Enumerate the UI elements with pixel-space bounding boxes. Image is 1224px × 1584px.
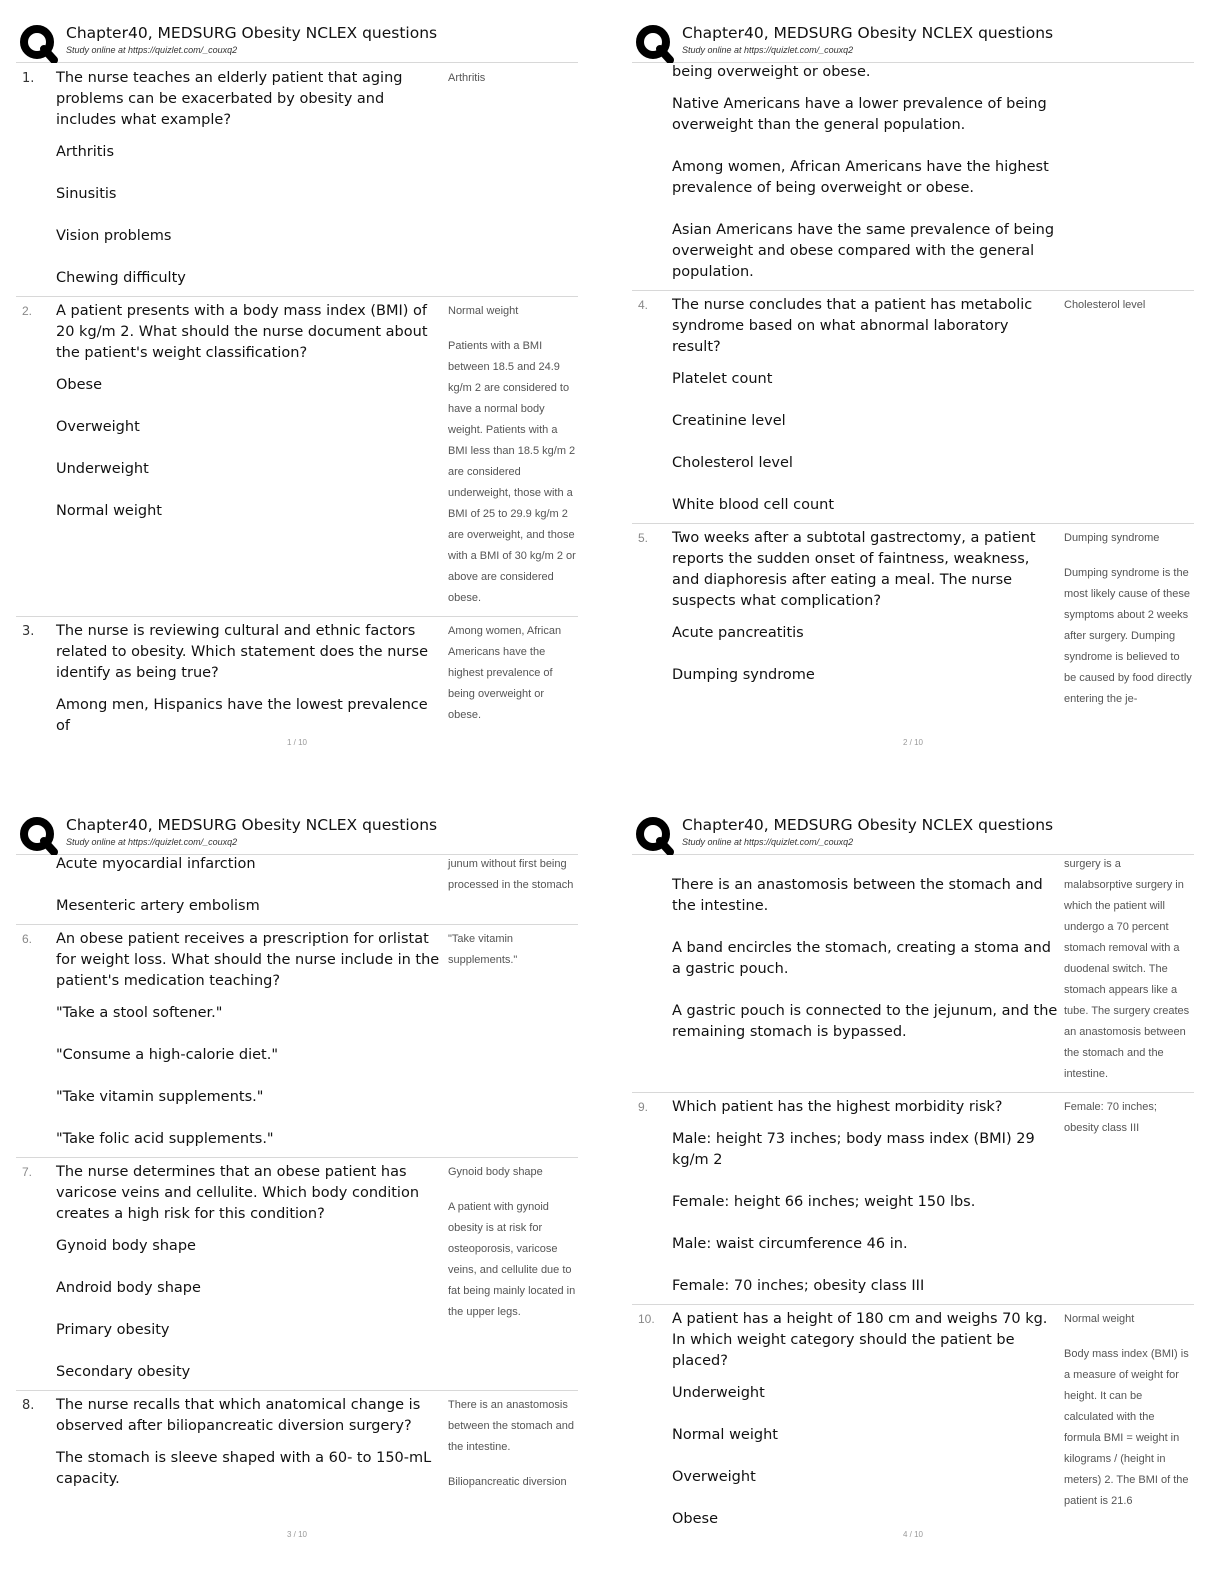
page-2 xyxy=(632,16,1212,786)
header-title: Chapter40, MEDSURG Obesity NCLEX questions xyxy=(66,816,438,834)
quizlet-logo-icon xyxy=(18,815,58,855)
question-9 xyxy=(632,1093,1194,1305)
answer-option: Underweight xyxy=(672,1385,765,1401)
answer-option: White blood cell count xyxy=(672,497,835,513)
question-7 xyxy=(16,1158,578,1391)
question-number: 3. xyxy=(22,624,35,639)
answer-option: Arthritis xyxy=(56,144,115,160)
correct-answer: "Take vitamin supplements." xyxy=(448,933,518,966)
question-10 xyxy=(632,1305,1194,1537)
question-text: An obese patient receives a prescription for orlistat for weight loss. What should the nurse include in the patient's medication teaching? xyxy=(56,931,440,989)
correct-answer: Dumping syndrome xyxy=(1064,532,1160,544)
answer-explanation: junum without first being processed in the stomach xyxy=(448,858,574,891)
answer-option: Platelet count xyxy=(672,371,773,387)
header-study-link[interactable]: Study online at https://quizlet.com/_couxq2 xyxy=(66,837,238,847)
correct-answer: Normal weight xyxy=(1064,1313,1135,1325)
page-number: 3 / 10 xyxy=(286,1530,307,1539)
question-text: Which patient has the highest morbidity risk? xyxy=(672,1099,1003,1115)
answer-option: Overweight xyxy=(672,1469,756,1485)
question-number: 1. xyxy=(22,71,35,86)
answer-option: Cholesterol level xyxy=(672,455,793,471)
answer-option: Secondary obesity xyxy=(56,1364,191,1380)
header-study-link[interactable]: Study online at https://quizlet.com/_couxq2 xyxy=(66,45,238,55)
answer-option: being overweight or obese. xyxy=(672,64,871,80)
question-text: Two weeks after a subtotal gastrectomy, a patient reports the sudden onset of faintness, weakness, and diaphoresis after eating a meal. The nurse suspects what complication? xyxy=(672,530,1036,609)
answer-option: Underweight xyxy=(56,461,149,477)
answer-option: "Consume a high-calorie diet." xyxy=(56,1047,278,1063)
question-text: The nurse concludes that a patient has metabolic syndrome based on what abnormal laboratory result? xyxy=(672,297,1033,355)
page-number: 4 / 10 xyxy=(902,1530,923,1539)
correct-answer: Gynoid body shape xyxy=(448,1166,543,1178)
answer-explanation: Patients with a BMI between 18.5 and 24.9 kg/m 2 are considered to have a normal body weight. Patients with a BMI less than 18.5 kg/m 2 are considered underweight, those with a BMI of 25 to 29.9 kg/m 2 are overweight, and those with a BMI of 30 kg/m 2 or above are considered obese. xyxy=(448,340,576,604)
question-8-continued xyxy=(632,854,1194,1093)
answer-option: Asian Americans have the same prevalence of being overweight and obese compared with the general population. xyxy=(672,222,1055,280)
answer-option: Creatinine level xyxy=(672,413,786,429)
answer-option: A band encircles the stomach, creating a stoma and a gastric pouch. xyxy=(672,940,1052,977)
question-text: A patient has a height of 180 cm and weighs 70 kg. In which weight category should the patient be placed? xyxy=(672,1311,1048,1369)
question-5 xyxy=(632,524,1194,717)
correct-answer: Female: 70 inches; obesity class III xyxy=(1064,1101,1157,1134)
question-number: 6. xyxy=(22,932,33,946)
answer-option: Female: height 66 inches; weight 150 lbs. xyxy=(672,1194,976,1210)
question-3-continued xyxy=(632,62,1194,291)
question-text: The nurse recalls that which anatomical change is observed after biliopancreatic diversion surgery? xyxy=(56,1397,421,1434)
page-header xyxy=(16,16,578,63)
answer-option: Overweight xyxy=(56,419,140,435)
answer-option: Obese xyxy=(56,377,103,393)
answer-option: Primary obesity xyxy=(56,1322,170,1338)
header-title: Chapter40, MEDSURG Obesity NCLEX questions xyxy=(682,24,1054,42)
answer-explanation: A patient with gynoid obesity is at risk for osteoporosis, varicose veins, and cellulite due to fat being mainly located in the upper legs. xyxy=(448,1201,576,1318)
answer-option: Gynoid body shape xyxy=(56,1238,196,1254)
page-number: 2 / 10 xyxy=(902,738,923,747)
header-study-link[interactable]: Study online at https://quizlet.com/_couxq2 xyxy=(682,45,854,55)
answer-option: Normal weight xyxy=(672,1427,778,1443)
quizlet-logo-icon xyxy=(18,23,58,63)
quizlet-logo-icon xyxy=(634,23,674,63)
answer-explanation: Dumping syndrome is the most likely cause of these symptoms about 2 weeks after surgery. Dumping syndrome is believed to be caused by food directly entering the je- xyxy=(1064,567,1192,705)
answer-option: Female: 70 inches; obesity class III xyxy=(672,1278,925,1294)
answer-option: Android body shape xyxy=(56,1280,201,1296)
answer-option: Vision problems xyxy=(56,228,172,244)
question-6 xyxy=(16,925,578,1158)
page-header xyxy=(632,16,1194,63)
answer-option: Among women, African Americans have the highest prevalence of being overweight or obese. xyxy=(672,159,1049,196)
answer-option: Male: waist circumference 46 in. xyxy=(672,1236,908,1252)
answer-option: Normal weight xyxy=(56,503,162,519)
question-text: The nurse determines that an obese patient has varicose veins and cellulite. Which body condition creates a high risk for this condition? xyxy=(56,1164,420,1222)
correct-answer: Arthritis xyxy=(448,72,486,84)
question-number: 10. xyxy=(638,1312,655,1326)
answer-explanation: Biliopancreatic diversion xyxy=(448,1476,567,1488)
answer-option: A gastric pouch is connected to the jejunum, and the remaining stomach is bypassed. xyxy=(672,1003,1058,1040)
question-2 xyxy=(16,297,578,617)
correct-answer: Normal weight xyxy=(448,305,519,317)
page-3 xyxy=(16,808,596,1578)
page-header xyxy=(16,808,578,855)
answer-option: Acute pancreatitis xyxy=(672,625,804,641)
answer-explanation: surgery is a malabsorptive surgery in which the patient will undergo a 70 percent stomach removal with a duodenal switch. The stomach appears like a tube. The surgery creates an anastomosis between the stomach and the intestine. xyxy=(1064,858,1190,1080)
answer-option: Male: height 73 inches; body mass index (BMI) 29 kg/m 2 xyxy=(672,1131,1035,1168)
question-number: 5. xyxy=(638,531,649,545)
answer-option: "Take a stool softener." xyxy=(56,1005,223,1021)
question-8 xyxy=(16,1391,578,1500)
question-number: 9. xyxy=(638,1100,649,1114)
answer-option: Chewing difficulty xyxy=(56,270,186,286)
answer-option: Sinusitis xyxy=(56,186,117,202)
answer-option: Native Americans have a lower prevalence of being overweight than the general population. xyxy=(672,96,1047,133)
question-text: The nurse teaches an elderly patient that aging problems can be exacerbated by obesity and includes what example? xyxy=(56,70,403,128)
header-study-link[interactable]: Study online at https://quizlet.com/_couxq2 xyxy=(682,837,854,847)
question-text: The nurse is reviewing cultural and ethnic factors related to obesity. Which statement does the nurse identify as being true? xyxy=(56,623,429,681)
question-1 xyxy=(16,64,578,297)
answer-option: There is an anastomosis between the stomach and the intestine. xyxy=(672,877,1043,914)
correct-answer: Among women, African Americans have the highest prevalence of being overweight or obese. xyxy=(448,625,562,721)
question-5-continued xyxy=(16,854,578,925)
answer-option: Mesenteric artery embolism xyxy=(56,898,260,914)
question-number: 2. xyxy=(22,304,33,318)
header-title: Chapter40, MEDSURG Obesity NCLEX questions xyxy=(66,24,438,42)
answer-option: Among men, Hispanics have the lowest prevalence of xyxy=(56,697,428,734)
answer-option: The stomach is sleeve shaped with a 60- to 150-mL capacity. xyxy=(56,1450,432,1487)
question-number: 8. xyxy=(22,1398,35,1413)
quizlet-logo-icon xyxy=(634,815,674,855)
question-3 xyxy=(16,617,578,744)
answer-option: Acute myocardial infarction xyxy=(56,856,256,872)
answer-option: "Take folic acid supplements." xyxy=(56,1131,274,1147)
page-header xyxy=(632,808,1194,855)
header-title: Chapter40, MEDSURG Obesity NCLEX questions xyxy=(682,816,1054,834)
page-number: 1 / 10 xyxy=(286,738,307,747)
question-4 xyxy=(632,291,1194,524)
answer-option: Obese xyxy=(672,1511,719,1527)
question-number: 4. xyxy=(638,298,649,312)
correct-answer: Cholesterol level xyxy=(1064,299,1146,311)
answer-option: Dumping syndrome xyxy=(672,667,815,683)
page-4 xyxy=(632,808,1212,1578)
question-number: 7. xyxy=(22,1165,33,1179)
answer-explanation: Body mass index (BMI) is a measure of weight for height. It can be calculated with the formula BMI = weight in kilograms / (height in meters) 2. The BMI of the patient is 21.6 xyxy=(1064,1348,1189,1507)
answer-option: "Take vitamin supplements." xyxy=(56,1089,264,1105)
page-1 xyxy=(16,16,596,786)
question-text: A patient presents with a body mass index (BMI) of 20 kg/m 2. What should the nurse document about the patient's weight classification? xyxy=(56,303,428,361)
correct-answer: There is an anastomosis between the stomach and the intestine. xyxy=(448,1399,574,1453)
